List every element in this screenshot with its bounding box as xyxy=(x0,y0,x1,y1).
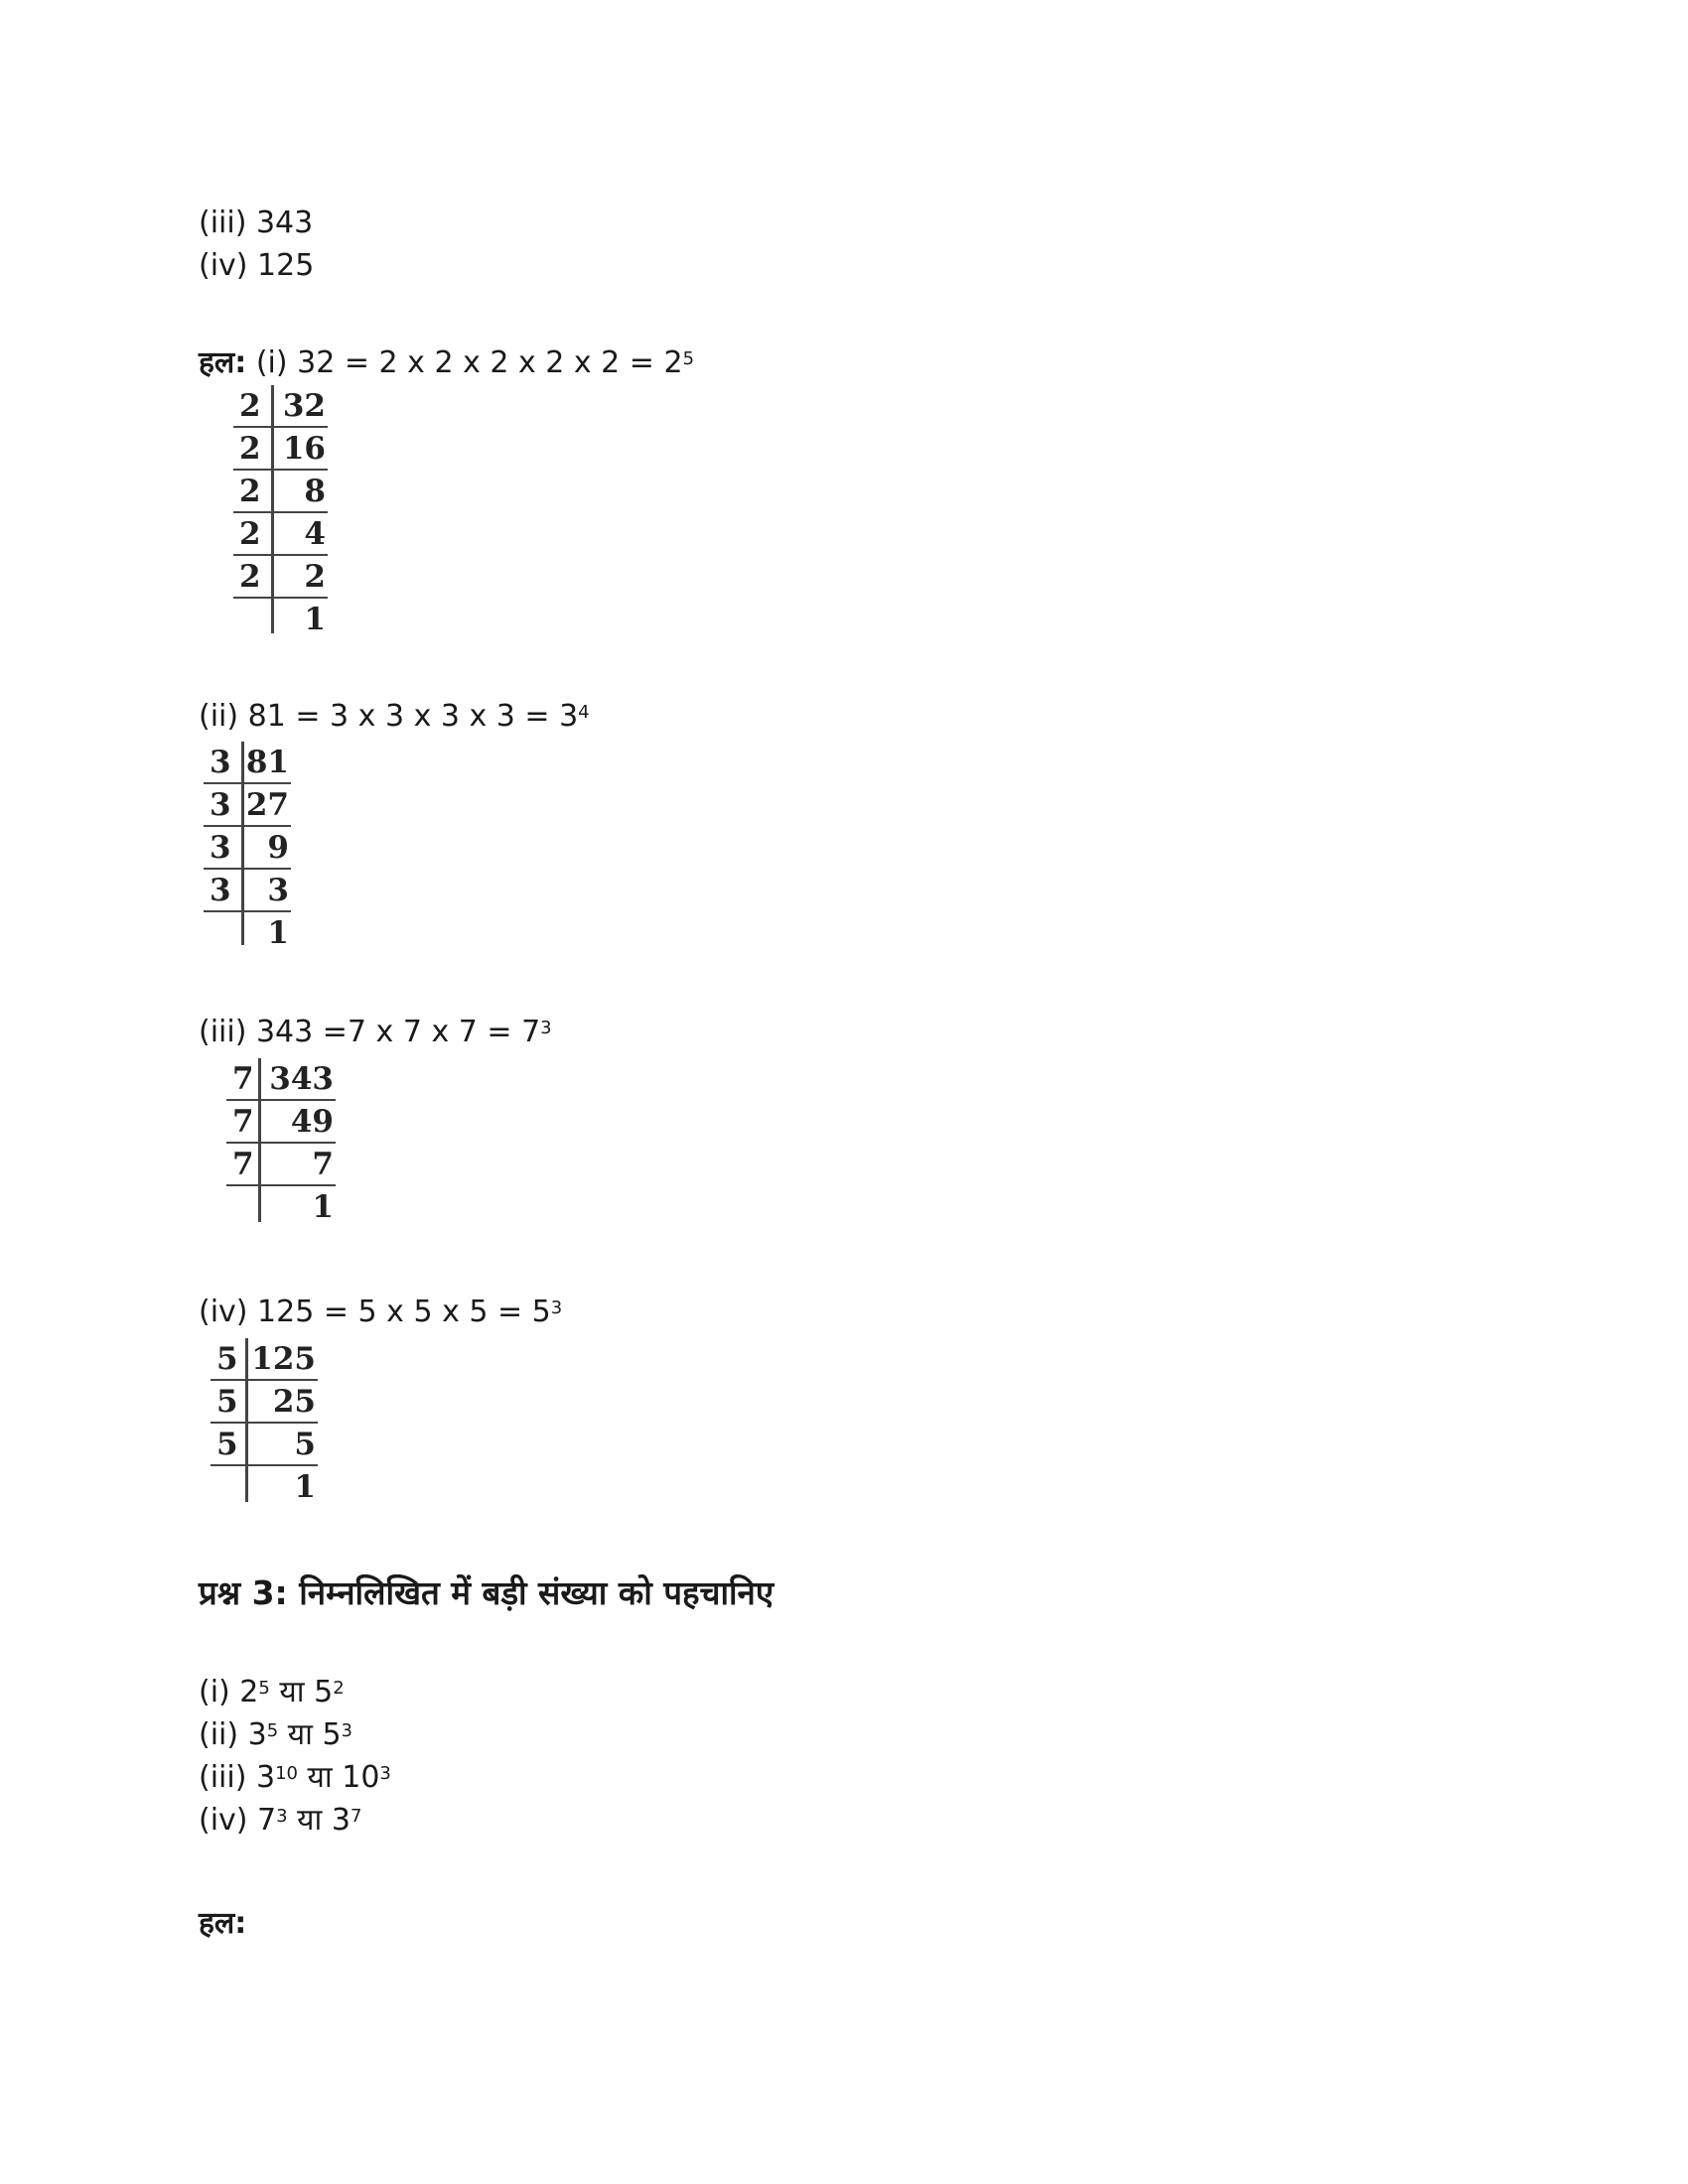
dividend: 9 xyxy=(267,829,289,866)
power-base: 5 xyxy=(531,1295,551,1329)
divisor: 5 xyxy=(216,1383,238,1420)
power-exponent: 4 xyxy=(578,702,590,723)
dividend: 1 xyxy=(294,1468,316,1505)
divisor: 7 xyxy=(232,1060,254,1097)
dividend: 8 xyxy=(304,473,326,509)
power-base: 3 xyxy=(331,1803,351,1838)
power-exponent: 3 xyxy=(341,1720,352,1741)
power-exponent: 3 xyxy=(276,1806,288,1827)
question-3-item-ii xyxy=(199,1715,352,1755)
dividend: 343 xyxy=(269,1060,334,1097)
divisor: 2 xyxy=(239,430,261,467)
dividend: 125 xyxy=(251,1340,316,1377)
expansion: = 5 x 5 x 5 = xyxy=(323,1295,523,1329)
item-label: (ii) xyxy=(199,1717,239,1752)
item-label: (iii) xyxy=(199,1760,247,1795)
dividend: 81 xyxy=(245,744,289,780)
power-base: 5 xyxy=(322,1717,342,1752)
power-exponent: 5 xyxy=(258,1678,270,1699)
divisor: 3 xyxy=(210,872,231,908)
table-vertical-rule xyxy=(245,1338,248,1502)
power-exponent: 2 xyxy=(333,1678,345,1699)
part-label: (ii) xyxy=(199,699,239,734)
table-vertical-rule xyxy=(258,1058,261,1222)
item-label: (iv) xyxy=(199,248,248,283)
dividend: 3 xyxy=(267,872,289,908)
dividend: 32 xyxy=(282,387,326,424)
divisor: 2 xyxy=(239,387,261,424)
table-vertical-rule xyxy=(271,385,274,633)
division-table-125 xyxy=(211,1338,318,1507)
division-table-81 xyxy=(204,742,291,953)
item-label: (iv) xyxy=(199,1803,248,1838)
part-label: (iv) xyxy=(199,1295,248,1329)
lhs: 32 xyxy=(297,345,336,380)
part-label: (iii) xyxy=(199,1015,247,1049)
power-base: 5 xyxy=(314,1675,334,1709)
item-value: 343 xyxy=(255,205,314,240)
power-base: 2 xyxy=(663,345,683,380)
item-value: 125 xyxy=(257,248,315,283)
question-3-solution-prefix: हल: xyxy=(199,1906,247,1941)
dividend: 5 xyxy=(294,1426,316,1462)
power-exponent: 5 xyxy=(266,1720,279,1741)
dividend: 27 xyxy=(245,786,289,823)
question-item-iii xyxy=(199,204,313,243)
power-base: 3 xyxy=(255,1760,276,1795)
dividend: 49 xyxy=(290,1103,334,1140)
power-exponent: 7 xyxy=(350,1806,362,1827)
divisor: 7 xyxy=(232,1103,254,1140)
divisor: 7 xyxy=(232,1146,254,1182)
solution-line-iii xyxy=(199,1013,552,1052)
power-base: 7 xyxy=(257,1803,277,1838)
connector: या xyxy=(307,1760,333,1795)
connector: या xyxy=(297,1803,323,1838)
dividend: 1 xyxy=(267,914,289,951)
solution-prefix: हल: xyxy=(199,345,247,380)
dividend: 25 xyxy=(272,1383,316,1420)
dividend: 4 xyxy=(304,515,326,552)
solution-line-i xyxy=(199,343,694,383)
connector: या xyxy=(279,1675,305,1709)
expansion: =7 x 7 x 7 = xyxy=(322,1015,512,1049)
dividend: 16 xyxy=(282,430,326,467)
divisor: 2 xyxy=(239,515,261,552)
dividend: 1 xyxy=(312,1188,334,1225)
part-label: (i) xyxy=(255,345,288,380)
power-exponent: 10 xyxy=(275,1763,298,1784)
solution-line-ii xyxy=(199,697,590,737)
lhs: 81 xyxy=(247,699,286,734)
expansion: = 3 x 3 x 3 x 3 = xyxy=(295,699,550,734)
item-label: (i) xyxy=(199,1675,230,1709)
power-exponent: 3 xyxy=(550,1297,563,1318)
divisor: 2 xyxy=(239,558,261,595)
connector: या xyxy=(287,1717,313,1752)
division-table-32 xyxy=(233,385,328,639)
divisor: 3 xyxy=(210,829,231,866)
expansion: = 2 x 2 x 2 x 2 x 2 = xyxy=(344,345,654,380)
table-vertical-rule xyxy=(241,742,244,945)
divisor: 3 xyxy=(210,744,231,780)
power-exponent: 3 xyxy=(540,1018,552,1038)
power-base: 3 xyxy=(559,699,579,734)
divisor: 2 xyxy=(239,473,261,509)
divisor: 5 xyxy=(216,1340,238,1377)
question-3-item-iii xyxy=(199,1758,391,1798)
division-table-343 xyxy=(226,1058,336,1227)
dividend: 2 xyxy=(304,558,326,595)
question-3-item-iv xyxy=(199,1801,361,1841)
lhs: 125 xyxy=(257,1295,315,1329)
question-item-iv xyxy=(199,246,314,286)
divisor: 3 xyxy=(210,786,231,823)
power-base: 2 xyxy=(239,1675,259,1709)
power-base: 7 xyxy=(521,1015,541,1049)
lhs: 343 xyxy=(255,1015,314,1049)
solution-line-iv xyxy=(199,1293,562,1332)
question-3-heading: प्रश्न 3: निम्नलिखित में बड़ी संख्या को पहचानिए xyxy=(199,1573,774,1612)
power-exponent: 3 xyxy=(379,1763,391,1784)
power-exponent: 5 xyxy=(682,348,695,369)
dividend: 7 xyxy=(312,1146,334,1182)
dividend: 1 xyxy=(304,601,326,637)
item-label: (iii) xyxy=(199,205,247,240)
divisor: 5 xyxy=(216,1426,238,1462)
power-base: 3 xyxy=(247,1717,267,1752)
power-base: 10 xyxy=(342,1760,380,1795)
question-3-item-i xyxy=(199,1673,345,1712)
